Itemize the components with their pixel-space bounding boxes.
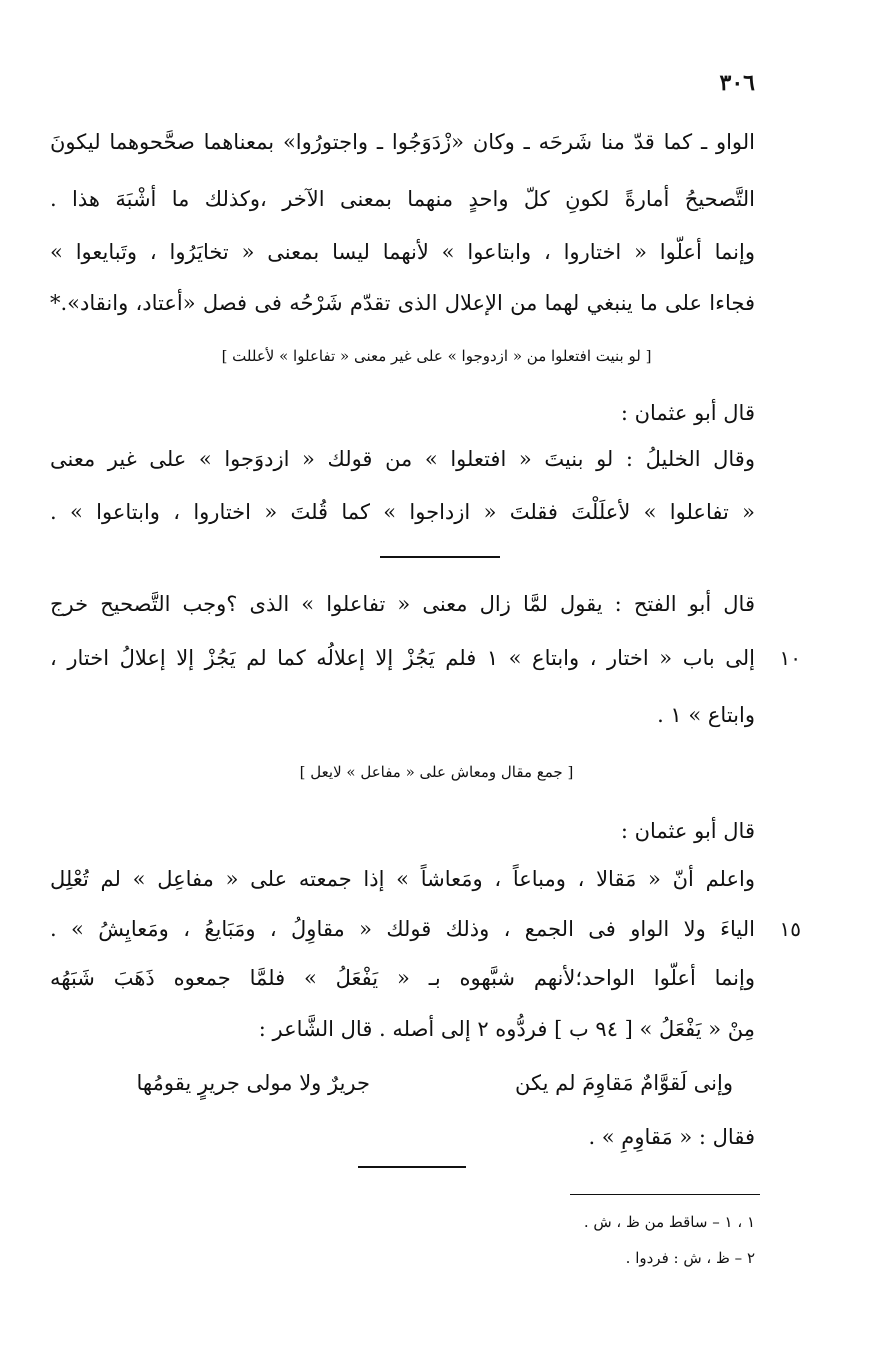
- text-line: وقال الخليلُ : لو بنيتَ « افتعلوا » من قولك « ازدوَجوا » على غير معنى: [50, 447, 755, 471]
- text-line: وابتاع » ١ .: [657, 703, 755, 727]
- text-line: وإنما أعلّوا « اختاروا ، وابتاعوا » لأنهما ليسا بمعنى « تخايَرُوا ، وتَبايعوا »: [50, 240, 755, 264]
- text-line: « تفاعلوا » لأعلَلْتَ فقلتَ « ازداجوا » كما قُلتَ « اختاروا ، وابتاعوا » .: [50, 500, 755, 524]
- text-line: فجاءا على ما ينبغي لهما من الإعلال الذى تقدّم شَرْحُه فى فصل «أعتاد، وانقاد».*: [50, 291, 755, 315]
- text-line: مِنْ « يَفْعَلُ » [ ٩٤ ب ] فردُّوه ٢ إلى أصله . قال الشَّاعر :: [258, 1017, 755, 1041]
- text-line: إلى باب « اختار ، وابتاع » ١ فلم يَجُزْ إلا إعلالُه كما لم يَجُزْ إلا إعلالُ اختار ،: [50, 646, 756, 670]
- footnote: ٢ – ظ ، ش : فردوا .: [625, 1249, 755, 1267]
- footnote-separator: [570, 1194, 760, 1195]
- section-divider: [358, 1166, 466, 1168]
- text-line: التَّصحيحُ أمارةً لكونِ كلّ واحدٍ منهما بمعنى الآخر ،وكذلك ما أشْبَهَ هذا .: [50, 187, 755, 211]
- text-line: واعلم أنّ « مَقالا ، ومباعاً ، ومَعاشاً » إذا جمعته على « مفاعِل » لم تُعْلِل: [50, 867, 755, 891]
- text-line: قال أبو عثمان :: [620, 819, 755, 843]
- text-line: الواو ـ كما قدّ منا شَرحَه ـ وكان «زْدَوَجُوا ـ واجتورُوا» بمعناهما صحَّحوهما ليكونَ: [50, 130, 755, 154]
- section-heading: [ جمع مقال ومعاش على « مفاعل » لايعل ]: [299, 763, 574, 781]
- text-line: قال أبو الفتح : يقول لمَّا زال معنى « تفاعلوا » الذى ؟وجب التَّصحيح خرج: [50, 592, 755, 616]
- text-line: فقال : « مَقاوِمِ » .: [588, 1125, 755, 1149]
- text-line: قال أبو عثمان :: [620, 401, 755, 425]
- section-divider: [380, 556, 500, 558]
- page-number: ٣٠٦: [719, 70, 755, 96]
- text-line: وإنما أعلّوا الواحد؛لأنهم شبَّهوه بـ « يَفْعَلُ » فلمَّا جمعوه ذَهَبَ شَبَهُه: [50, 966, 755, 990]
- text-line: الياءَ ولا الواو فى الجمع ، وذلك قولك « مقاوِلُ ، ومَبَايعُ ، ومَعايِشُ » .: [50, 917, 755, 941]
- verse-hemistich: جريرٌ ولا مولى جريرٍ يقومُها: [136, 1071, 370, 1095]
- footnote: ١ ، ١ – ساقط من ظ ، ش .: [583, 1213, 755, 1231]
- verse-hemistich: وإنى لَقوَّامٌ مَقاوِمَ لم يكن: [515, 1071, 733, 1095]
- line-number: ١٥: [779, 917, 801, 941]
- section-heading: [ لو بنيت افتعلوا من « ازدوجوا » على غير معنى « تفاعلوا » لأعللت ]: [221, 347, 652, 365]
- line-number: ١٠: [779, 646, 801, 670]
